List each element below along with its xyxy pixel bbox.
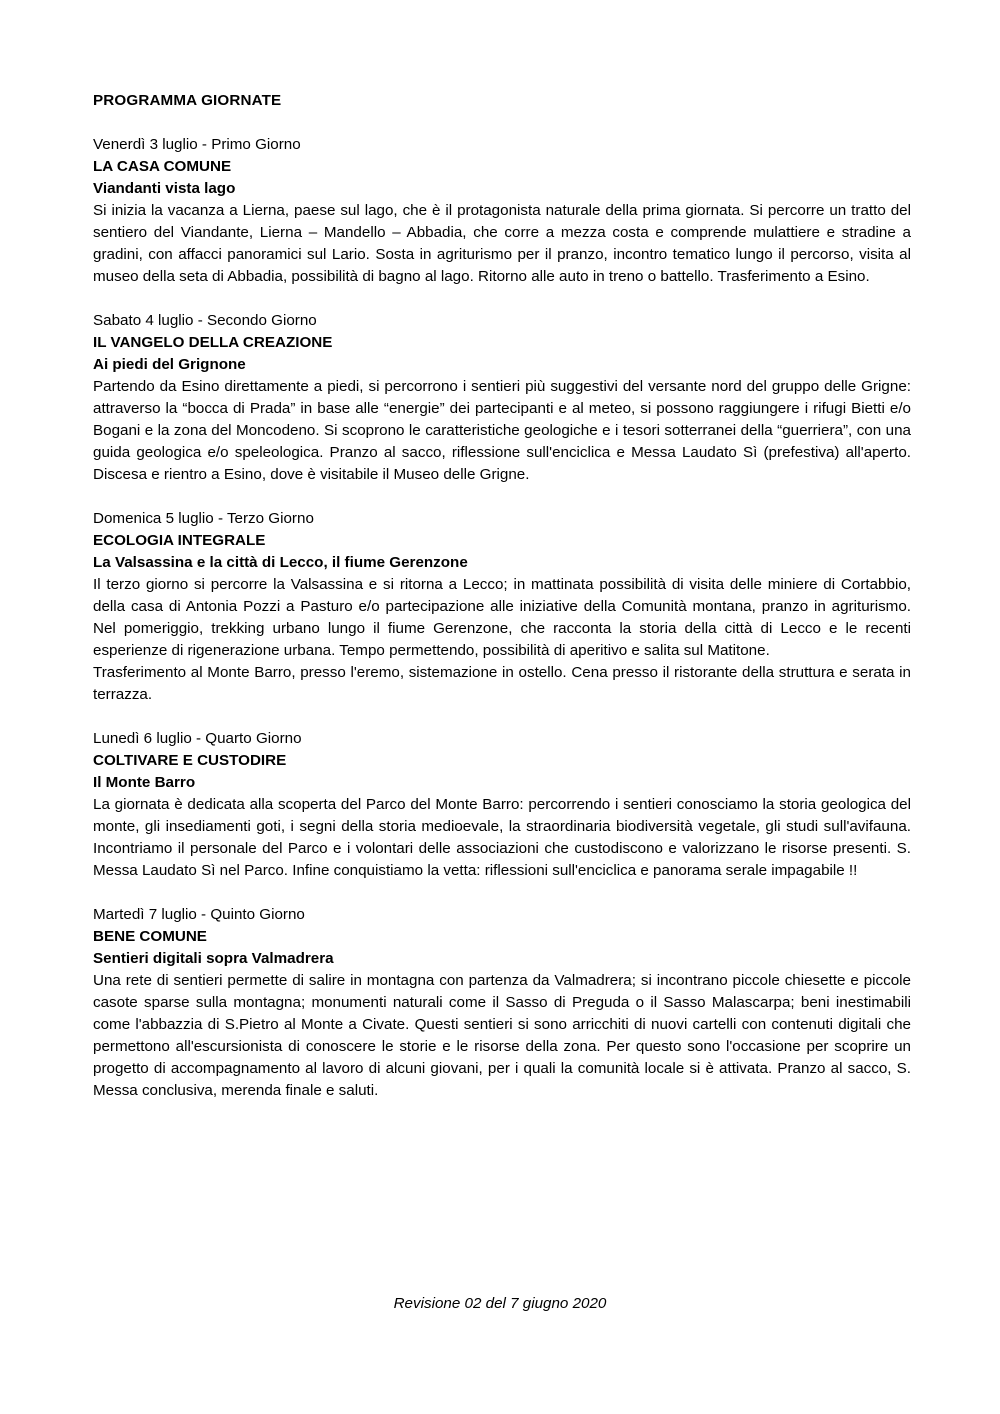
title-spacer bbox=[93, 112, 911, 134]
day-section-1 bbox=[93, 134, 911, 288]
day-1-date: Venerdì 3 luglio - Primo Giorno bbox=[93, 136, 301, 153]
section-spacer-1 bbox=[93, 288, 911, 310]
day-3-paragraph-2: Trasferimento al Monte Barro, presso l'eremo, sistemazione in ostello. Cena presso il ristorante della struttura e serata in terrazza. bbox=[93, 664, 911, 703]
day-section-2 bbox=[93, 310, 911, 486]
day-4-paragraph: La giornata è dedicata alla scoperta del Parco del Monte Barro: percorrendo i sentieri conosciamo la storia geologica del monte, gli insediamenti goti, i segni della storia medioevale, la straordinaria biodiversità vegetale, gli studi sull'avifauna. Incontriamo il personale del Parco e i volontari delle associazioni che custodiscono e valorizzano le risorse presenti. S. Messa Laudato Sì nel Parco. Infine conquistiamo la vetta: riflessioni sull'enciclica e panorama serale impagabile !! bbox=[93, 796, 911, 879]
day-3-theme: ECOLOGIA INTEGRALE bbox=[93, 532, 266, 549]
document-body bbox=[93, 90, 911, 1102]
day-2-theme: IL VANGELO DELLA CREAZIONE bbox=[93, 334, 333, 351]
day-2-date: Sabato 4 luglio - Secondo Giorno bbox=[93, 312, 317, 329]
section-spacer-4 bbox=[93, 882, 911, 904]
day-2-paragraph: Partendo da Esino direttamente a piedi, si percorrono i sentieri più suggestivi del versante nord del gruppo delle Grigne: attraverso la “bocca di Prada” in base alle “energie” dei partecipanti e al meteo, si possono raggiungere i rifugi Bietti e/o Bogani e la zona del Moncodeno. Si scoprono le caratteristiche geologiche e i tesori sotterranei della “guerriera”, con una guida geologica e/o speleologica. Pranzo al sacco, riflessione sull'enciclica e Messa Laudato Sì (prefestiva) all'aperto. Discesa e rientro a Esino, dove è visitabile il Museo delle Grigne. bbox=[93, 378, 911, 483]
day-4-subtitle: Il Monte Barro bbox=[93, 774, 196, 791]
day-3-subtitle: La Valsassina e la città di Lecco, il fiume Gerenzone bbox=[93, 554, 468, 571]
day-5-subtitle: Sentieri digitali sopra Valmadrera bbox=[93, 950, 334, 967]
document-footer: Revisione 02 del 7 giugno 2020 bbox=[393, 1295, 607, 1312]
page-title: PROGRAMMA GIORNATE bbox=[93, 92, 282, 109]
section-spacer-2 bbox=[93, 486, 911, 508]
day-section-4 bbox=[93, 728, 911, 882]
day-4-date: Lunedì 6 luglio - Quarto Giorno bbox=[93, 730, 302, 747]
day-section-3 bbox=[93, 508, 911, 706]
day-5-theme: BENE COMUNE bbox=[93, 928, 207, 945]
day-3-paragraph-1: Il terzo giorno si percorre la Valsassina e si ritorna a Lecco; in mattinata possibilità di visita delle miniere di Cortabbio, della casa di Antonia Pozzi a Pasturo e/o partecipazione alle iniziative della Comunità montana, pranzo in agriturismo. Nel pomeriggio, trekking urbano lungo il fiume Gerenzone, che racconta la storia della città di Lecco e le recenti esperienze di rigenerazione urbana. Tempo permettendo, possibilità di aperitivo e salita sul Matitone. bbox=[93, 576, 911, 659]
day-section-5 bbox=[93, 904, 911, 1102]
day-1-subtitle: Viandanti vista lago bbox=[93, 180, 236, 197]
day-5-paragraph: Una rete di sentieri permette di salire in montagna con partenza da Valmadrera; si incontrano piccole chiesette e piccole casote sparse sulla montagna; monumenti naturali come il Sasso di Preguda o il Sasso Malascarpa; beni inestimabili come l'abbazzia di S.Pietro al Monte a Civate. Questi sentieri si sono arricchiti di nuovi cartelli con contenuti digitali che permettono all'escursionista di conoscere le storie e le risorse della zona. Per questo sono l'occasione per scoprire un progetto di accompagnamento al lavoro di alcuni giovani, per i quali la comunità locale si è attivata. Pranzo al sacco, S. Messa conclusiva, merenda finale e saluti. bbox=[93, 972, 911, 1099]
day-5-date: Martedì 7 luglio - Quinto Giorno bbox=[93, 906, 305, 923]
day-1-paragraph: Si inizia la vacanza a Lierna, paese sul lago, che è il protagonista naturale della prima giornata. Si percorre un tratto del sentiero del Viandante, Lierna – Mandello – Abbadia, che corre a mezza costa e comprende mulattiere e stradine a gradini, con affacci panoramici sul Lario. Sosta in agriturismo per il pranzo, incontro tematico lungo il percorso, visita al museo della seta di Abbadia, possibilità di bagno al lago. Ritorno alle auto in treno o battello. Trasferimento a Esino. bbox=[93, 202, 911, 285]
day-1-theme: LA CASA COMUNE bbox=[93, 158, 232, 175]
day-4-theme: COLTIVARE E CUSTODIRE bbox=[93, 752, 287, 769]
day-2-subtitle: Ai piedi del Grignone bbox=[93, 356, 246, 373]
section-spacer-3 bbox=[93, 706, 911, 728]
day-3-date: Domenica 5 luglio - Terzo Giorno bbox=[93, 510, 314, 527]
